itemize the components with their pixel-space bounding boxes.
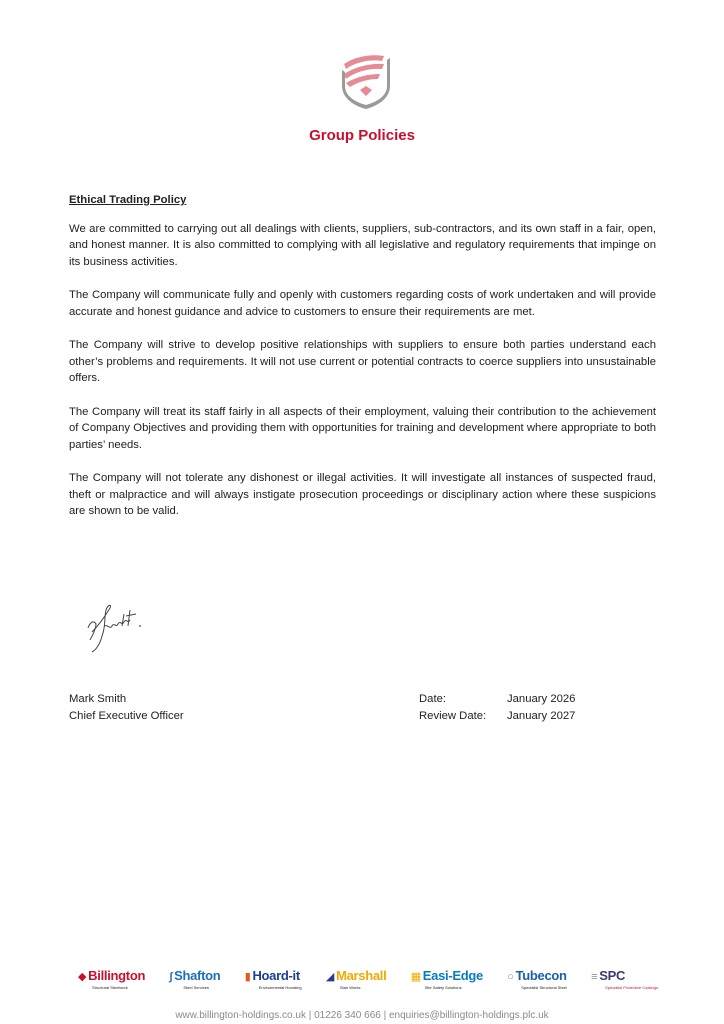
brand-name: Hoard-it [252, 968, 300, 983]
brand-spc [591, 968, 658, 990]
brand-name: Easi-Edge [422, 968, 483, 983]
brand-easi-edge [411, 968, 483, 990]
signatory-block [69, 691, 184, 724]
brand-tagline: Environmental Hoarding [258, 985, 302, 990]
date-label: Date: [419, 693, 447, 705]
brand-tagline: Stair Works [339, 985, 361, 990]
brand-tagline: Site Safety Solutions [424, 985, 462, 990]
grid-icon: ▦ [410, 971, 421, 983]
stripes-icon: ≡ [591, 971, 598, 983]
brand-tagline: Structural Steelwork [92, 985, 128, 990]
brand-name: Tubecon [515, 968, 567, 983]
policy-paragraph: The Company will not tolerate any dishonest or illegal activities. It will investigate all instances of suspected fraud, theft or malpractice and will always instigate prosecution proceedings or disciplinary action where these suspicions are shown to be valid. [69, 472, 656, 517]
bars-icon: ▮ [244, 971, 251, 983]
brand-tubecon [507, 968, 567, 990]
page-title: Group Policies [309, 127, 415, 144]
policy-paragraph: The Company will communicate fully and openly with customers regarding costs of work undertaken and will provide accurate and honest guidance and advice to customers to ensure their requirements are met. [69, 289, 656, 318]
signatory-role: Chief Executive Officer [69, 709, 184, 722]
brand-name: Shafton [174, 968, 221, 983]
company-logo-icon [338, 50, 394, 110]
brand-tagline: Steel Services [183, 985, 209, 990]
brand-name: Billington [88, 968, 146, 983]
review-date-value: January 2027 [507, 709, 576, 722]
brand-tagline: Specialist Structural Steel [521, 985, 567, 990]
review-date-label: Review Date: [419, 709, 487, 722]
date-value: January 2026 [507, 693, 576, 705]
signature-icon [84, 596, 164, 654]
brand-marshall [326, 968, 387, 990]
brand-shafton [169, 968, 220, 990]
brand-hoard-it [245, 968, 302, 990]
swoosh-icon: ∫ [169, 971, 173, 983]
date-row [419, 691, 575, 708]
signatory-name: Mark Smith [69, 693, 127, 705]
brand-name: Marshall [336, 968, 387, 983]
diamond-icon: ◆ [78, 971, 87, 983]
policy-paragraph: We are committed to carrying out all dealings with clients, suppliers, sub-contractors, and its own staff in a fair, open, and honest manner. It is also committed to complying with all legislative and regulatory requirements that impinge on its business activities. [69, 222, 656, 268]
policy-heading: Ethical Trading Policy [69, 194, 187, 206]
brand-strip [78, 968, 658, 994]
footer-contact: www.billington-holdings.co.uk | 01226 340 666 | enquiries@billington-holdings.plc.uk [175, 1010, 549, 1021]
policy-paragraph: The Company will strive to develop positive relationships with suppliers to ensure both parties understand each other’s problems and requirements. It will not use current or potential contracts to coerce suppliers into unsustainable offers. [69, 339, 656, 384]
dates-block [419, 691, 575, 724]
brand-name: SPC [599, 968, 626, 983]
policy-body [69, 192, 656, 537]
stair-icon: ◢ [325, 971, 335, 983]
brand-tagline: Specialist Protective Coatings [605, 985, 658, 990]
brand-billington [78, 968, 145, 990]
policy-paragraph: The Company will treat its staff fairly in all aspects of their employment, valuing their contribution to the achievement of Company Objectives and providing them with opportunities for training and development where appropriate to both parties’ needs. [69, 405, 656, 451]
review-date-row [419, 708, 575, 725]
ring-icon: ○ [507, 971, 514, 983]
